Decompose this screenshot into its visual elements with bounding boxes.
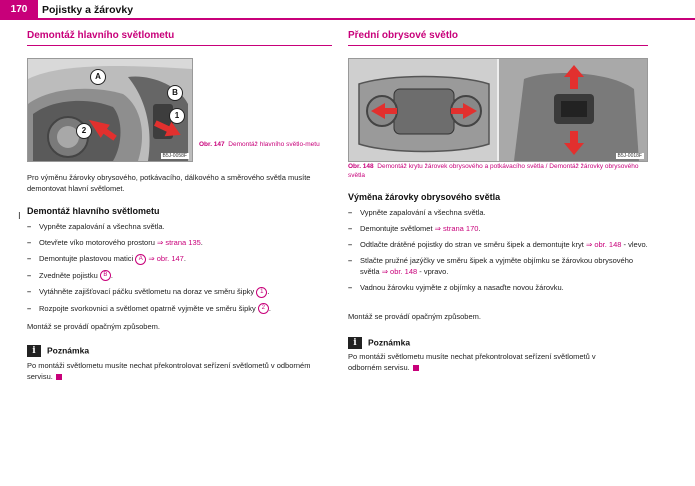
- right-note-heading: i Poznámka: [348, 337, 410, 349]
- list-item: – Demontujte světlomet ⇒ strana 170.: [348, 224, 481, 233]
- circled-ref: A: [135, 254, 146, 265]
- callout-A: A: [90, 69, 106, 85]
- callout-2: 2: [76, 123, 92, 139]
- left-column: [27, 30, 332, 46]
- list-item: – Vytáhněte zajišťovací páčku světlometu na doraz ve směru šipky 1 .: [27, 287, 270, 297]
- figure-id: B5J-0058F: [162, 153, 187, 159]
- headlamp-removal-illustration: [28, 59, 192, 161]
- right-section-title: Přední obrysové světlo: [348, 30, 648, 46]
- figure-148: [348, 58, 648, 162]
- figure-link[interactable]: ⇒ obr. 147: [146, 254, 184, 263]
- left-note-heading: i Poznámka: [27, 345, 89, 357]
- figure-148-caption: [348, 162, 648, 180]
- left-section-title: Demontáž hlavního světlometu: [27, 30, 332, 46]
- circled-ref: B: [100, 270, 111, 281]
- list-item: – Stlačte pružné jazýčky ve směru šipek a vyjměte objímku se žárovkou obrysového světla ⇒ obr. 148 - vpravo.: [348, 256, 634, 276]
- right-subhead: Výměna žárovky obrysového světla: [348, 192, 501, 202]
- caption-text: Demontáž hlavního světlo-metu: [228, 141, 320, 148]
- list-item: – Vypněte zapalování a všechna světla.: [27, 222, 165, 231]
- chapter-title: Pojistky a žárovky: [42, 4, 134, 16]
- page-header: [0, 0, 695, 20]
- circled-ref: 2: [258, 303, 269, 314]
- info-icon: i: [27, 345, 41, 357]
- figure-147-caption: [199, 140, 329, 149]
- right-steps: [348, 207, 648, 298]
- left-closing: Montáž se provádí opačným způsobem.: [27, 322, 160, 331]
- left-note-text: Po montáži světlometu musíte nechat překontrolovat seřízení světlometů v odborném servisu.: [27, 361, 311, 381]
- circled-ref: 1: [256, 287, 267, 298]
- header-rule: [38, 18, 695, 20]
- figure-id: B5J-0018F: [617, 153, 642, 159]
- page-link[interactable]: ⇒ strana 135: [156, 238, 201, 247]
- figure-link[interactable]: ⇒ obr. 148: [585, 240, 622, 249]
- end-marker-icon: [413, 365, 419, 371]
- list-item: – Rozpojte svorkovnici a světlomet opatrně vyjměte ve směru šipky 2 .: [27, 303, 271, 313]
- info-icon: i: [348, 337, 362, 349]
- caption-text: Demontáž krytu žárovek obrysového a potkávacího světla / Demontáž žárovky obrysového světla: [348, 163, 639, 179]
- caption-label: Obr. 147: [199, 141, 225, 148]
- caption-label: Obr. 148: [348, 163, 374, 170]
- page-number: 170: [0, 0, 38, 20]
- callout-B: B: [167, 85, 183, 101]
- list-item: – Otevřete víko motorového prostoru ⇒ strana 135.: [27, 238, 203, 247]
- position-light-illustration: [349, 59, 647, 161]
- left-intro: Pro výměnu žárovky obrysového, potkávacího, dálkového a směrového světla musíte demontovat hlavní světlomet.: [27, 173, 311, 193]
- end-marker-icon: [56, 374, 62, 380]
- callout-1: 1: [169, 108, 185, 124]
- text-cursor-icon: I: [18, 211, 21, 222]
- list-item: – Odtlačte drátěné pojistky do stran ve směru šipek a demontujte kryt ⇒ obr. 148 - vlevo.: [348, 240, 648, 249]
- list-item: – Vadnou žárovku vyjměte z objímky a nasaďte novou žárovku.: [348, 283, 564, 292]
- figure-link[interactable]: ⇒ obr. 148: [381, 267, 418, 276]
- right-note-text: Po montáži světlometu musíte nechat překontrolovat seřízení světlometů v odborném servisu.: [348, 352, 596, 372]
- list-item: – Zvedněte pojistku B .: [27, 270, 113, 280]
- right-closing: Montáž se provádí opačným způsobem.: [348, 312, 481, 321]
- left-subhead: Demontáž hlavního světlometu: [27, 206, 160, 216]
- list-item: – Demontujte plastovou matici A ⇒ obr. 147.: [27, 254, 186, 263]
- right-column: [348, 30, 648, 46]
- left-steps: [27, 221, 332, 319]
- figure-147: [27, 58, 193, 162]
- page-link[interactable]: ⇒ strana 170: [434, 224, 479, 233]
- list-item: – Vypněte zapalování a všechna světla.: [348, 208, 486, 217]
